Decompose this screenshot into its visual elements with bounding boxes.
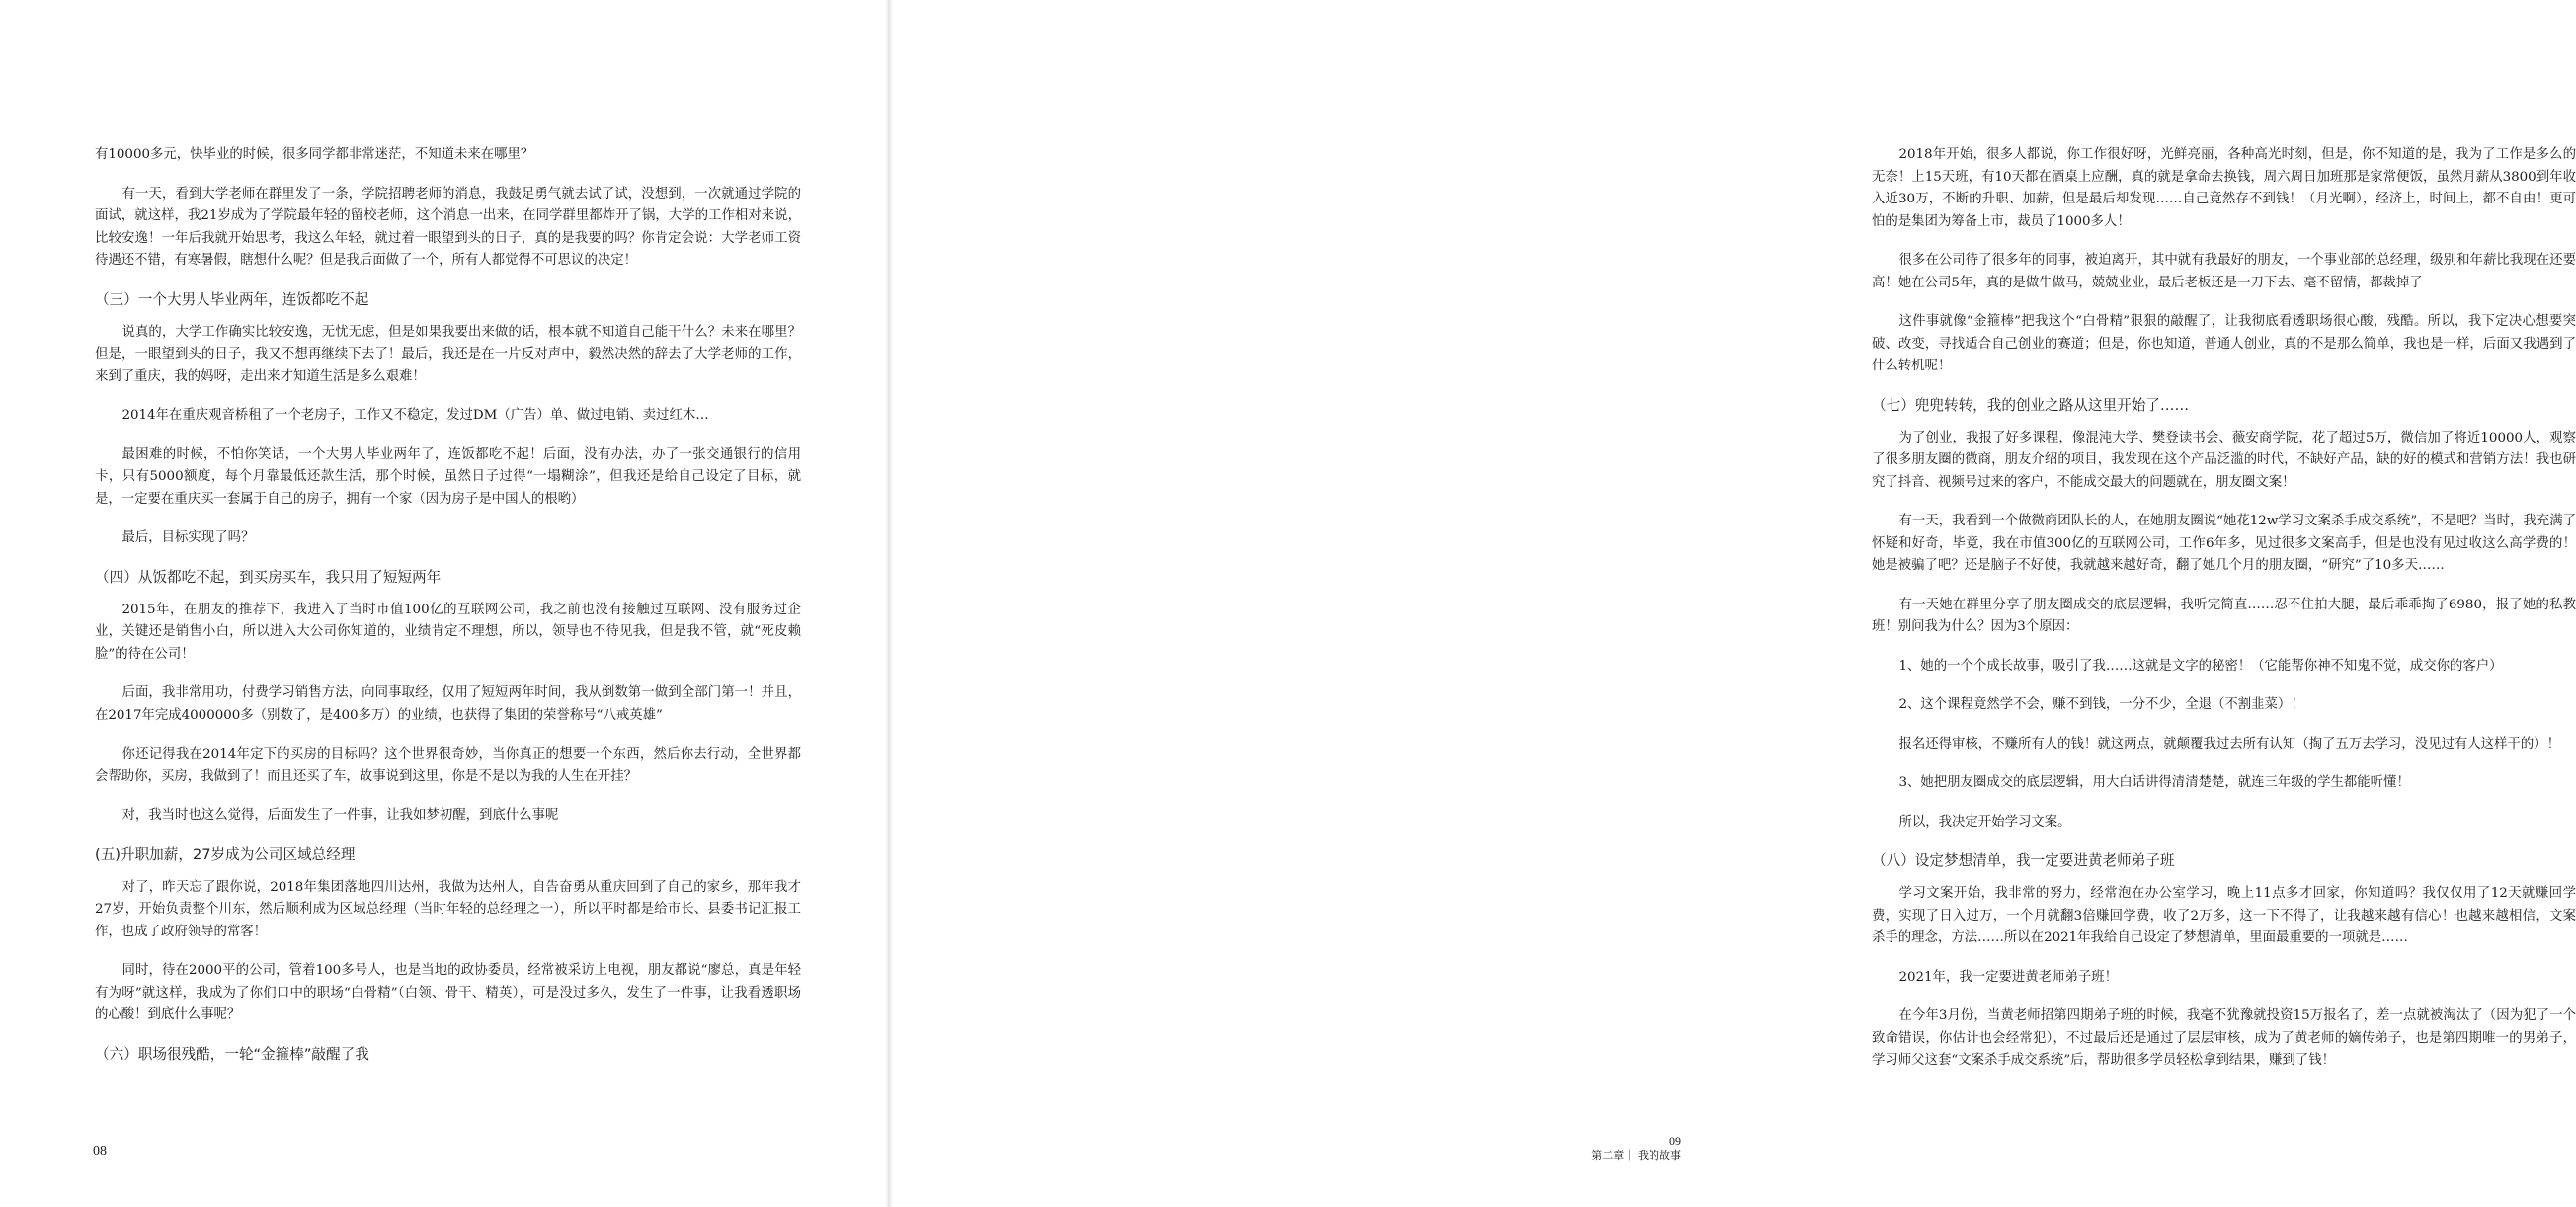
body-paragraph: 有10000多元，快毕业的时候，很多同学都非常迷茫，不知道未来在哪里？ (95, 147, 534, 162)
section-heading: (五)升职加薪，27岁成为公司区域总经理 (95, 845, 356, 863)
section-heading: （八）设定梦想清单，我一定要进黄老师弟子班 (1872, 852, 2175, 869)
right-page-text-column (1872, 144, 2576, 1089)
body-paragraph: 有一天，我看到一个做微商团队长的人，在她朋友圈说“她花12w学习文案杀手成交系统”，不是吧？当时，我充满了怀疑和好奇，毕竟，我在市值300亿的互联网公司，工作6年多，见过很多文案高手，但是也没有见过收这么高学费的！她是被骗了吧？还是脑子不好使，我就越来越好奇，翻了她几个月的朋友圈，“研究”了10多天…… (1872, 514, 2576, 573)
body-paragraph: 2018年开始，很多人都说，你工作很好呀，光鲜亮丽，各种高光时刻，但是，你不知道的是，我为了工作是多么的无奈！上15天班，有10天都在酒桌上应酬，真的就是拿命去换钱，周六周日加班那是家常便饭，虽然月薪从3800到年收入近30万，不断的升职、加薪，但是最后却发现……自己竟然存不到钱！（月光啊），经济上，时间上，都不自由！更可怕的是集团为筹备上市，裁员了1000多人！ (1872, 147, 2576, 229)
body-paragraph: 所以，我决定开始学习文案。 (1898, 814, 2071, 830)
body-paragraph: 2015年，在朋友的推荐下，我进入了当时市值100亿的互联网公司，我之前也没有接触过互联网、没有服务过企业，关键还是销售小白，所以进入大公司你知道的，业绩肯定不理想，所以，领导也不待见我，但是我不管，就“死皮赖脸”的待在公司！ (95, 602, 801, 662)
body-paragraph: 同时，待在2000平的公司，管着100多号人，也是当地的政协委员，经常被采访上电视，朋友都说“廖总，真是年轻有为呀”就这样，我成为了你们口中的职场“白骨精”（白领、骨干、精英），可是没过多久，发生了一件事，让我看透职场的心酸！到底什么事呢？ (95, 963, 801, 1022)
body-paragraph: 很多在公司待了很多年的同事，被迫离开，其中就有我最好的朋友，一个事业部的总经理，级别和年薪比我现在还要高！她在公司5年，真的是做牛做马，兢兢业业，最后老板还是一刀下去、毫不留情，都裁掉了 (1872, 253, 2576, 290)
body-paragraph: 报名还得审核，不赚所有人的钱！就这两点，就颠覆我过去所有认知（掏了五万去学习，没见过有人这样干的）！ (1898, 736, 2560, 752)
body-paragraph: 有一天，看到大学老师在群里发了一条，学院招聘老师的消息，我鼓足勇气就去试了试，没想到，一次就通过学院的面试，就这样，我21岁成为了学院最年轻的留校老师，这个消息一出来，在同学群里都炸开了锅，大学的工作相对来说，比较安逸！一年后我就开始思考，我这么年轻，就过着一眼望到头的日子，真的是我要的吗？你肯定会说：大学老师工资待遇还不错，有寒暑假，瞎想什么呢？但是我后面做了一个，所有人都觉得不可思议的决定！ (95, 186, 801, 268)
body-paragraph: 2014年在重庆观音桥租了一个老房子，工作又不稳定，发过DM（广告）单、做过电销、卖过红木… (121, 408, 709, 423)
body-paragraph: 有一天她在群里分享了朋友圈成交的底层逻辑，我听完简直……忍不住拍大腿，最后乖乖掏了6980，报了她的私教班！别问我为什么？因为3个原因： (1872, 597, 2576, 634)
body-paragraph: 1、她的一个个成长故事，吸引了我……这就是文字的秘密！（它能帮你神不知鬼不觉，成交你的客户） (1898, 658, 2503, 674)
section-heading: （六）职场很残酷，一轮“金箍棒”敲醒了我 (95, 1045, 369, 1063)
body-paragraph: 在今年3月份，当黄老师招第四期弟子班的时候，我毫不犹豫就投资15万报名了，差一点就被淘汰了（因为犯了一个致命错误，你估计也会经常犯），不过最后还是通过了层层审核，成为了黄老师的嫡传弟子，也是第四期唯一的男弟子，学习师父这套“文案杀手成交系统”后，帮助很多学员轻松拿到结果，赚到了钱！ (1872, 1008, 2576, 1068)
body-paragraph: 最困难的时候，不怕你笑话，一个大男人毕业两年了，连饭都吃不起！后面，没有办法，办了一张交通银行的信用卡，只有5000额度，每个月靠最低还款生活，那个时候，虽然日子过得“一塌糊涂”，但我还是给自己设定了目标，就是，一定要在重庆买一套属于自己的房子，拥有一个家（因为房子是中国人的根哟） (95, 446, 801, 507)
right-page-number: 09 (1669, 1134, 1681, 1148)
body-paragraph: 说真的，大学工作确实比较安逸，无忧无虑，但是如果我要出来做的话，根本就不知道自己能干什么？未来在哪里？但是，一眼望到头的日子，我又不想再继续下去了！最后，我还是在一片反对声中，毅然决然的辞去了大学老师的工作，来到了重庆，我的妈呀，走出来才知道生活是多么艰难！ (95, 324, 801, 384)
right-page (889, 0, 2576, 1207)
body-paragraph: 这件事就像“金箍棒”把我这个“白骨精”狠狠的敲醒了，让我彻底看透职场很心酸，残酷。所以，我下定决心想要突破、改变，寻找适合自己创业的赛道；但是，你也知道，普通人创业，真的不是那么简单，我也是一样，后面又我遇到了什么转机呢！ (1872, 314, 2576, 373)
body-paragraph: 后面，我非常用功，付费学习销售方法，向同事取经，仅用了短短两年时间，我从倒数第一做到全部门第一！并且，在2017年完成4000000多（别数了，是400多万）的业绩，也获得了集团的荣誉称号“八戒英雄” (95, 685, 801, 723)
left-page-text-column (95, 144, 801, 1077)
section-heading: （三）一个大男人毕业两年，连饭都吃不起 (95, 290, 369, 308)
body-paragraph: 3、她把朋友圈成交的底层逻辑，用大白话讲得清清楚楚，就连三年级的学生都能听懂！ (1898, 775, 2410, 790)
running-footer: 第二章｜ 我的故事 (1591, 1150, 1681, 1162)
body-paragraph: 你还记得我在2014年定下的买房的目标吗？这个世界很奇妙，当你真正的想要一个东西，然后你去行动，全世界都会帮助你，买房，我做到了！而且还买了车，故事说到这里，你是不是以为我的人生在开挂？ (95, 747, 801, 784)
body-paragraph: 为了创业，我报了好多课程，像混沌大学、樊登读书会、薇安商学院，花了超过5万，微信加了将近10000人，观察了很多朋友圈的微商，朋友介绍的项目，我发现在这个产品泛滥的时代，不缺好产品，缺的好的模式和营销方法！我也研究了抖音、视频号过来的客户，不能成交最大的问题就在，朋友圈文案！ (1872, 430, 2576, 490)
section-heading: （七）兜兜转转，我的创业之路从这里开始了…… (1872, 396, 2190, 414)
body-paragraph: 2、这个课程竟然学不会，赚不到钱，一分不少，全退（不割韭菜）！ (1898, 697, 2304, 712)
body-paragraph: 对，我当时也这么觉得，后面发生了一件事，让我如梦初醒，到底什么事呢 (121, 808, 559, 823)
left-page-number: 08 (93, 1144, 107, 1159)
body-paragraph: 2021年，我一定要进黄老师弟子班！ (1898, 969, 2119, 985)
right-page-footer (1484, 1134, 1681, 1164)
body-paragraph: 对了，昨天忘了跟你说，2018年集团落地四川达州，我做为达州人，自告奋勇从重庆回到了自己的家乡，那年我才27岁，开始负责整个川东，然后顺利成为区域总经理（当时年轻的总经理之一），所以平时都是给市长、县委书记汇报工作，也成了政府领导的常客！ (95, 879, 801, 939)
body-paragraph: 学习文案开始，我非常的努力，经常泡在办公室学习，晚上11点多才回家，你知道吗？我仅仅用了12天就赚回学费，实现了日入过万，一个月就翻3倍赚回学费，收了2万多，这一下不得了，让我越来越有信心！也越来越相信，文案杀手的理念，方法……所以在2021年我给自己设定了梦想清单，里面最重要的一项就是…… (1872, 886, 2576, 945)
section-heading: （四）从饭都吃不起，到买房买车，我只用了短短两年 (95, 568, 442, 586)
body-paragraph: 最后，目标实现了吗？ (121, 530, 255, 545)
left-page (0, 0, 889, 1207)
